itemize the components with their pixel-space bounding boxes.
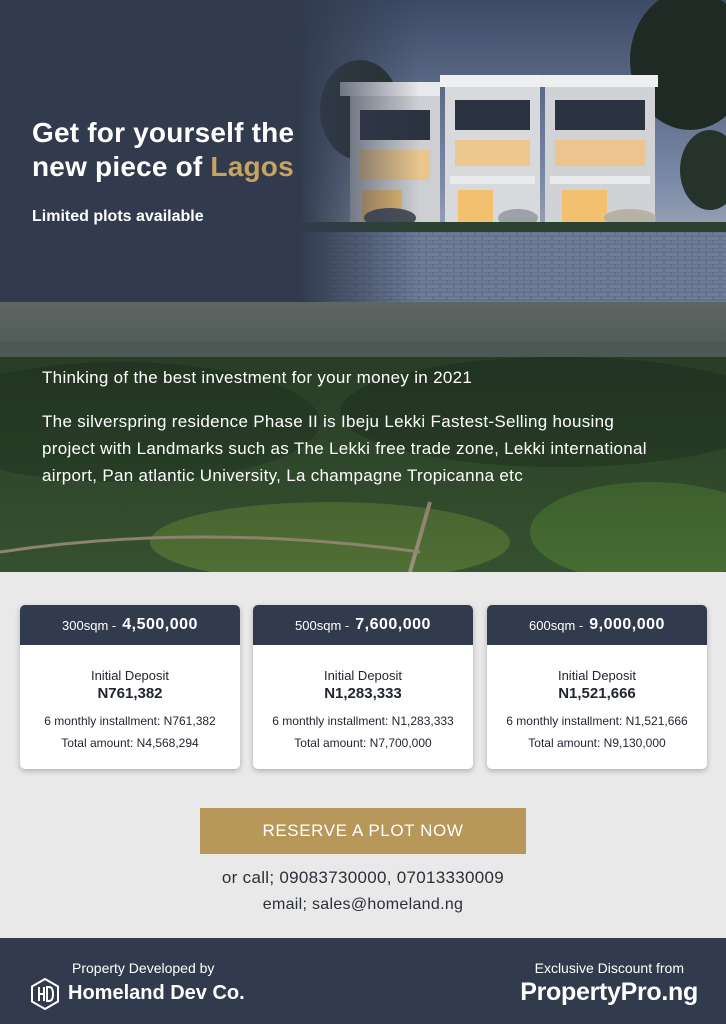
footer: [0, 938, 726, 1024]
plan-size: 600sqm -: [529, 617, 584, 633]
plan-card-600sqm: [487, 605, 707, 769]
plan-size: 500sqm -: [295, 617, 350, 633]
deposit-amount: N761,382: [97, 685, 163, 702]
deposit-amount: N1,283,333: [324, 685, 402, 702]
plan-size: 300sqm -: [62, 617, 117, 633]
intro-heading: Thinking of the best investment for your money in 2021: [42, 368, 473, 387]
total-amount: Total amount: N9,130,000: [528, 736, 666, 750]
plan-card-header: [253, 605, 473, 645]
plan-card-500sqm: [253, 605, 473, 769]
intro-body: The silverspring residence Phase II is Ibeju Lekki Fastest-Selling housing project with Landmarks such as The Lekki free trade zone, Lekki international airport, Pan atlantic University, La champagne Tropicanna etc: [42, 412, 647, 485]
plan-price: 4,500,000: [122, 616, 198, 633]
deposit-amount: N1,521,666: [558, 685, 636, 702]
plan-card-header: [20, 605, 240, 645]
monthly-installment: 6 monthly installment: N1,521,666: [506, 714, 688, 728]
pricing-section: [0, 572, 726, 938]
intro-text: [42, 364, 662, 489]
deposit-label: Initial Deposit: [323, 668, 403, 683]
hero-subtitle: Limited plots available: [32, 208, 204, 225]
hero-banner: [0, 0, 726, 302]
developer-name: Homeland Dev Co.: [68, 982, 245, 1004]
plan-price: 7,600,000: [355, 616, 431, 633]
landscape-section: [0, 302, 726, 572]
reserve-plot-button[interactable]: RESERVE A PLOT NOW: [200, 808, 526, 854]
total-amount: Total amount: N4,568,294: [61, 736, 199, 750]
propertypro-logo: PropertyPro.ng: [520, 978, 698, 1006]
hd-monogram-icon: [30, 978, 60, 1010]
deposit-label: Initial Deposit: [90, 668, 170, 683]
hero-title-line1: Get for yourself the: [32, 117, 295, 148]
plan-card-header: [487, 605, 707, 645]
plan-card-300sqm: [20, 605, 240, 769]
call-numbers[interactable]: or call; 09083730000, 07013330009: [221, 868, 505, 887]
discount-label: Exclusive Discount from: [534, 960, 684, 976]
deposit-label: Initial Deposit: [557, 668, 637, 683]
monthly-installment: 6 monthly installment: N761,382: [44, 714, 216, 728]
monthly-installment: 6 monthly installment: N1,283,333: [272, 714, 454, 728]
hero-title-highlight: Lagos: [210, 151, 294, 182]
hero-title-line2: new piece of: [32, 151, 211, 182]
contact-email[interactable]: email; sales@homeland.ng: [262, 896, 464, 913]
developer-label: Property Developed by: [72, 960, 215, 976]
plan-price: 9,000,000: [589, 616, 665, 633]
hero-title: [32, 116, 332, 184]
total-amount: Total amount: N7,700,000: [294, 736, 432, 750]
